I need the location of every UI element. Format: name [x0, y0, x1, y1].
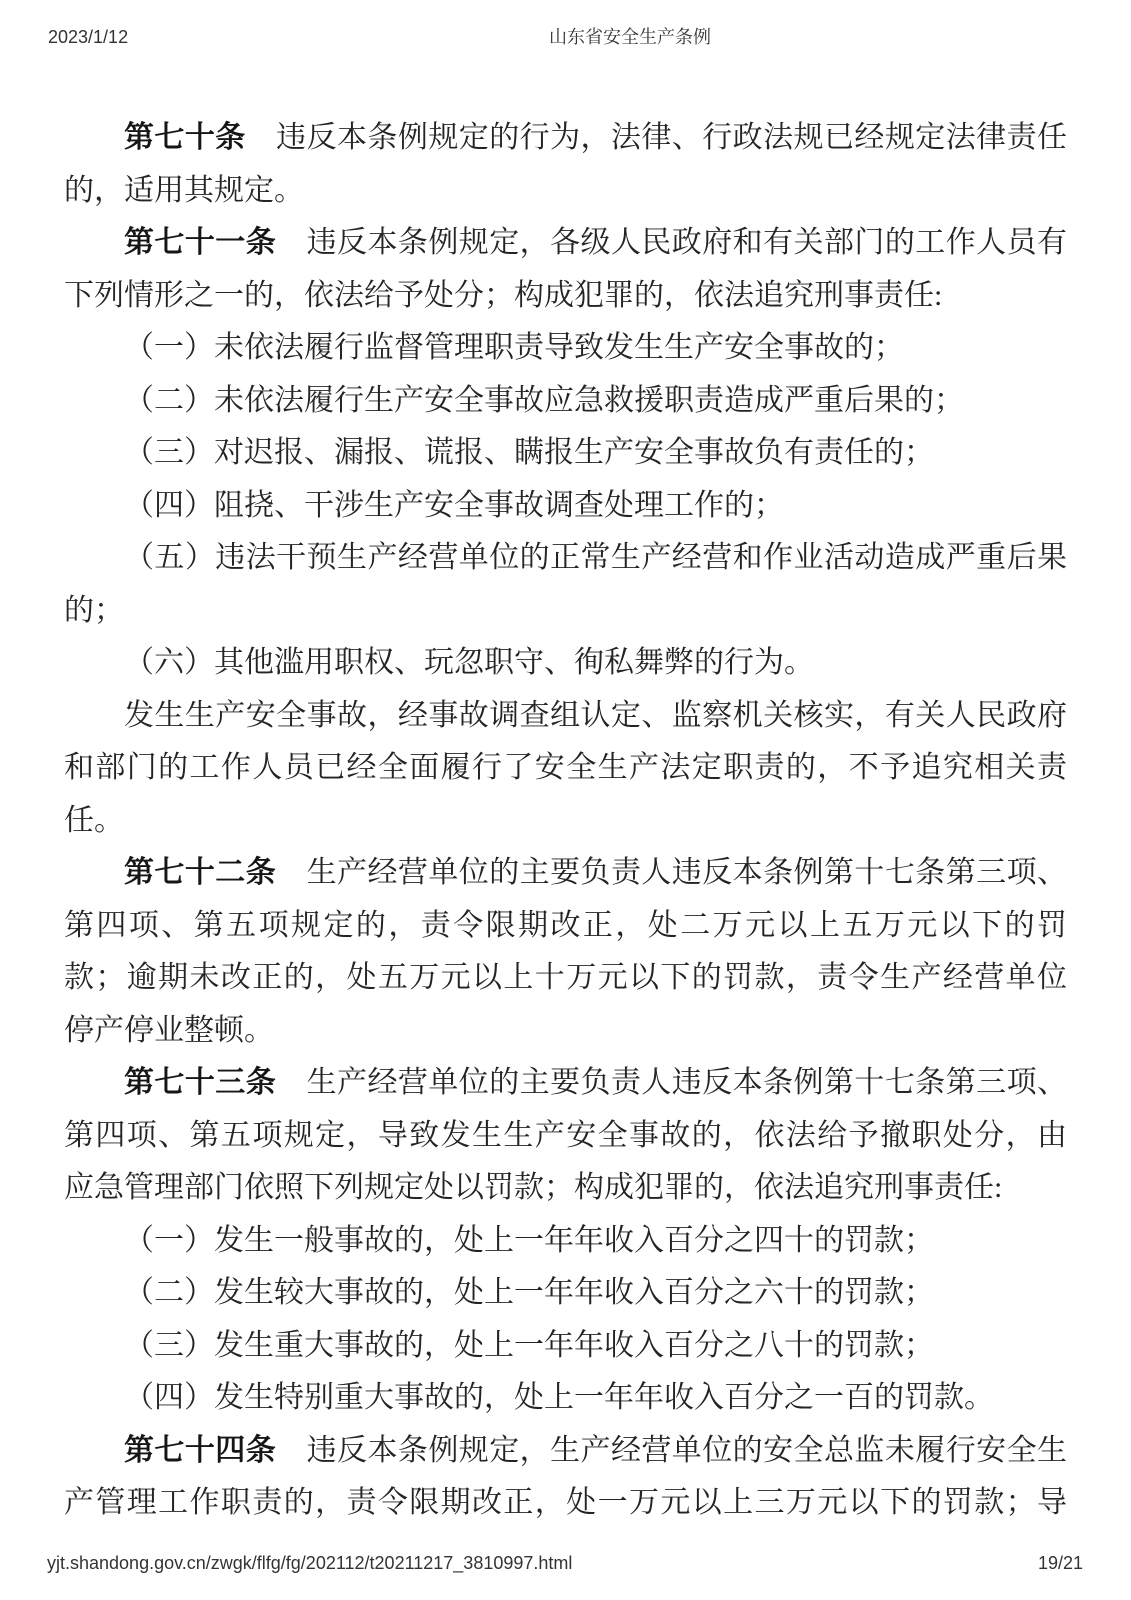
line-text: （四）阻挠、干涉生产安全事故调查处理工作的； — [124, 488, 784, 522]
text-line — [64, 427, 1067, 480]
line-text: 生产经营单位的主要负责人违反本条例第十七条第三项、 — [276, 1066, 1067, 1099]
article-number: 第七十一条 — [124, 226, 277, 259]
text-line — [64, 1477, 1067, 1530]
line-text: 下列情形之一的，依法给予处分；构成犯罪的，依法追究刑事责任: — [64, 278, 943, 312]
line-text: （一）发生一般事故的，处上一年年收入百分之四十的罚款； — [124, 1223, 934, 1257]
line-text: 款；逾期未改正的，处五万元以上十万元以下的罚款，责令生产经营单位 — [64, 961, 1067, 994]
article-number: 第七十二条 — [124, 856, 277, 889]
line-text: 的； — [64, 593, 124, 627]
text-line — [64, 900, 1067, 953]
line-text: （三）对迟报、漏报、谎报、瞒报生产安全事故负有责任的； — [124, 436, 934, 469]
print-footer-url: yjt.shandong.gov.cn/zwgk/flfg/fg/202112/t20211217_3810997.html — [47, 1553, 573, 1573]
line-text: （六）其他滥用职权、玩忽职守、徇私舞弊的行为。 — [124, 646, 814, 679]
line-text: （五）违法干预生产经营单位的正常生产经营和作业活动造成严重后果 — [124, 541, 1067, 574]
line-text: 停产停业整顿。 — [64, 1013, 274, 1047]
line-text: 和部门的工作人员已经全面履行了安全生产法定职责的，不予追究相关责 — [64, 751, 1067, 784]
line-text: 第四项、第五项规定，导致发生生产安全事故的，依法给予撤职处分，由 — [64, 1118, 1067, 1152]
line-text: （二）未依法履行生产安全事故应急救援职责造成严重后果的； — [124, 383, 964, 417]
text-line — [64, 1372, 1067, 1425]
text-line — [64, 1057, 1067, 1110]
text-line — [64, 637, 1067, 690]
text-line — [64, 847, 1067, 900]
line-text: 违反本条例规定的行为，法律、行政法规已经规定法律责任 — [245, 121, 1067, 154]
text-line — [64, 165, 1067, 218]
text-line — [64, 112, 1067, 165]
text-line — [64, 742, 1067, 795]
text-line — [64, 952, 1067, 1005]
line-text: 发生生产安全事故，经事故调查组认定、监察机关核实，有关人民政府 — [124, 698, 1067, 732]
text-line — [64, 690, 1067, 743]
text-line — [64, 795, 1067, 848]
line-text: 违反本条例规定，各级人民政府和有关部门的工作人员有 — [276, 226, 1067, 259]
line-text: 违反本条例规定，生产经营单位的安全总监未履行安全生 — [276, 1433, 1067, 1467]
line-text: 应急管理部门依照下列规定处以罚款；构成犯罪的，依法追究刑事责任: — [64, 1171, 1003, 1204]
text-line — [64, 1005, 1067, 1058]
text-line — [64, 217, 1067, 270]
line-text: 产管理工作职责的，责令限期改正，处一万元以上三万元以下的罚款；导 — [64, 1486, 1067, 1519]
article-number: 第七十条 — [124, 121, 246, 154]
line-text: 的，适用其规定。 — [64, 173, 304, 207]
text-line — [64, 1110, 1067, 1163]
text-line — [64, 375, 1067, 428]
text-line — [64, 585, 1067, 638]
text-line — [64, 1267, 1067, 1320]
line-text: （二）发生较大事故的，处上一年年收入百分之六十的罚款； — [124, 1276, 934, 1309]
line-text: （四）发生特别重大事故的，处上一年年收入百分之一百的罚款。 — [124, 1381, 994, 1414]
text-line — [64, 322, 1067, 375]
article-number: 第七十四条 — [124, 1433, 277, 1467]
text-line — [64, 1425, 1067, 1478]
text-line — [64, 532, 1067, 585]
line-text: 第四项、第五项规定的，责令限期改正，处二万元以上五万元以下的罚 — [64, 908, 1067, 942]
line-text: 生产经营单位的主要负责人违反本条例第十七条第三项、 — [276, 856, 1067, 889]
document-body — [64, 112, 1067, 1530]
print-header-date: 2023/1/12 — [48, 27, 129, 47]
line-text: （一）未依法履行监督管理职责导致发生生产安全事故的； — [124, 331, 904, 364]
print-footer-page-number: 19/21 — [1037, 1553, 1083, 1573]
text-line — [64, 1215, 1067, 1268]
text-line — [64, 1320, 1067, 1373]
print-header-title: 山东省安全生产条例 — [549, 27, 711, 47]
article-number: 第七十三条 — [124, 1066, 277, 1099]
line-text: （三）发生重大事故的，处上一年年收入百分之八十的罚款； — [124, 1328, 934, 1362]
line-text: 任。 — [64, 803, 124, 837]
text-line — [64, 1162, 1067, 1215]
text-line — [64, 480, 1067, 533]
text-line — [64, 270, 1067, 323]
